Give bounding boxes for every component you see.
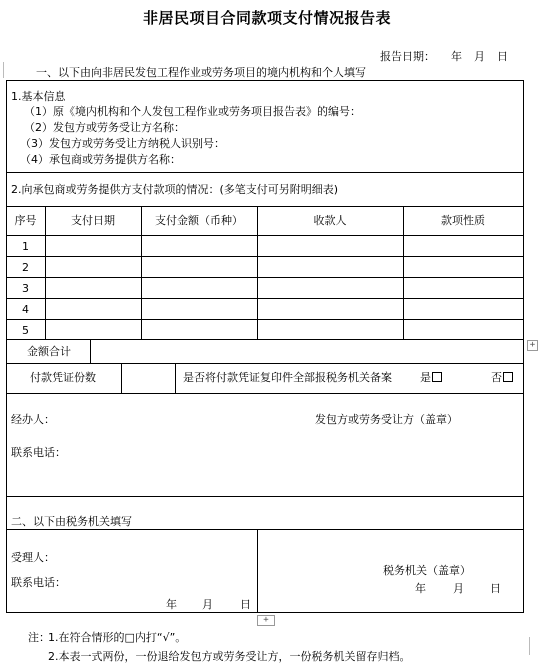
handler-contact-label: 联系电话：	[11, 446, 66, 459]
filed-no-label: 否	[491, 371, 502, 384]
filed-yes-checkbox[interactable]	[432, 372, 442, 382]
report-date-month: 月	[474, 50, 485, 63]
receiver-date-year: 年	[166, 598, 177, 611]
table-add-row-icon[interactable]: +	[257, 615, 275, 626]
voucher-filed-question: 是否将付款凭证复印件全部报税务机关备案	[183, 371, 392, 384]
receiver-contact-label: 联系电话：	[11, 576, 66, 589]
tax-date-day: 日	[490, 582, 501, 595]
tax-date-month: 月	[453, 582, 464, 595]
table-row-seq-1: 1	[22, 240, 29, 253]
tax-authority-seal-label: 税务机关（盖章）	[383, 564, 471, 577]
section2-heading: 二、以下由税务机关填写	[11, 515, 132, 528]
receiver-label: 受理人：	[11, 551, 55, 564]
tax-date-year: 年	[415, 582, 426, 595]
page-title: 非居民项目合同款项支付情况报告表	[142, 9, 391, 27]
total-amount-label: 金额合计	[27, 345, 71, 358]
receiver-date-day: 日	[240, 598, 251, 611]
report-date-year: 年	[451, 50, 462, 63]
filed-yes-label: 是	[420, 371, 431, 384]
table-row-seq-3: 3	[22, 282, 29, 295]
right-margin-mark	[529, 637, 530, 655]
basic-info-title: 1.基本信息	[11, 90, 66, 103]
note-1: 1.在符合情形的□内打“√”。	[48, 631, 187, 644]
payment-section-title: 2.向承包商或劳务提供方支付款项的情况：(多笔支付可另附明细表)	[11, 183, 339, 196]
filed-no-checkbox[interactable]	[503, 372, 513, 382]
col-header-payment-nature: 款项性质	[441, 214, 485, 227]
basic-info-item-2: （2）发包方或劳务受让方名称：	[24, 121, 185, 134]
table-row-seq-4: 4	[22, 303, 29, 316]
basic-info-item-1: （1）原《境内机构和个人发包工程作业或劳务项目报告表》的编号：	[24, 105, 361, 118]
filed-yes-option[interactable]	[420, 371, 442, 384]
table-row-seq-2: 2	[22, 261, 29, 274]
section1-heading: 一、以下由向非居民发包工程作业或劳务项目的境内机构和个人填写	[36, 66, 366, 79]
report-date-day: 日	[497, 50, 508, 63]
table-row-add-icon[interactable]: +	[527, 340, 538, 351]
report-date-label: 报告日期：	[380, 50, 435, 63]
handler-label: 经办人：	[11, 413, 55, 426]
basic-info-item-3: （3）发包方或劳务受让方纳税人识别号：	[20, 137, 225, 150]
col-header-pay-date: 支付日期	[71, 214, 115, 227]
col-header-amount: 支付金额（币种）	[155, 214, 243, 227]
table-row-seq-5: 5	[22, 324, 29, 337]
note-2: 2.本表一式两份，一份退给发包方或劳务受让方，一份税务机关留存归档。	[48, 650, 411, 663]
col-header-seq: 序号	[14, 214, 37, 227]
receiver-date-month: 月	[202, 598, 213, 611]
basic-info-item-4: （4）承包商或劳务提供方名称：	[20, 153, 181, 166]
notes-prefix: 注：	[28, 631, 50, 644]
col-header-payee: 收款人	[313, 214, 347, 227]
left-margin-mark	[3, 62, 4, 78]
filed-no-option[interactable]	[491, 371, 513, 384]
employer-seal-label: 发包方或劳务受让方（盖章）	[315, 413, 458, 426]
voucher-count-label: 付款凭证份数	[30, 371, 96, 384]
